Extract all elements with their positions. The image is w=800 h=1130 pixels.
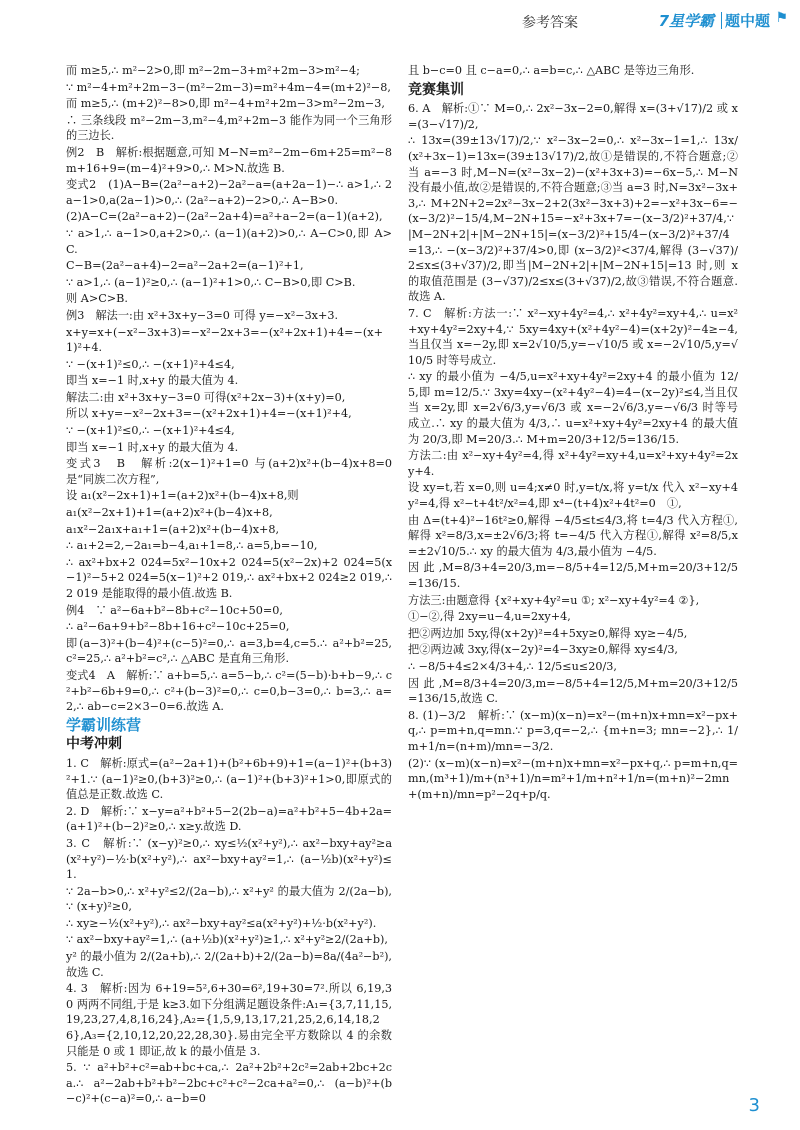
answer-paragraph: ∵ 2a−b>0,∴ x²+y²≤2/(2a−b),∴ x²+y² 的最大值为 2/(2a−b),∵ (x+y)²≥0,: [66, 884, 392, 914]
answer-paragraph: 例2 B 解析:根据题意,可知 M−N=m²−2m−6m+25=m²−8m+16+9=(m−4)²+9>0,∴ M>N.故选 B.: [66, 145, 392, 175]
section-heading-training: 学霸训练营: [66, 715, 142, 734]
answer-paragraph: ∵ −(x+1)²≤0,∴ −(x+1)²+4≤4,: [66, 357, 235, 371]
left-paragraphs: [66, 63, 392, 715]
answer-paragraph: 由 Δ=(t+4)²−16t²≥0,解得 −4/5≤t≤4/3,将 t=4/3 代入方程①,解得 x²=8/3,x=±2√6/3;将 t=−4/5 代入方程①,解得 x²=8/5,x=±2√10/5.∴ xy 的最大值为 4/3,最小值为 −4/5.: [408, 513, 738, 558]
answer-paragraph: y² 的最小值为 2/(2a+b),∴ 2/(2a+b)+2/(2a−b)=8a/(4a²−b²),故选 C.: [66, 950, 392, 979]
answer-paragraph: 即(a−3)²+(b−4)²+(c−5)²=0,∴ a=3,b=4,c=5.∴ a²+b²=25,c²=25,∴ a²+b²=c²,∴ △ABC 是直角三角形.: [66, 636, 392, 666]
answer-paragraph: x+y=x+(−x²−3x+3)=−x²−2x+3=−(x²+2x+1)+4=−(x+1)²+4.: [66, 325, 383, 355]
answer-paragraph: 因此,M=8/3+4=20/3,m=−8/5+4=12/5,M+m=20/3+12/5=136/15,故选 C.: [408, 676, 738, 706]
answer-paragraph: ∵ ax²−bxy+ay²=1,∴ (a+½b)(x²+y²)≥1,∴ x²+y²≥2/(2a+b),: [66, 933, 388, 947]
answer-paragraph: a₁x²−2a₁x+a₁+1=(a+2)x²+(b−4)x+8,: [66, 522, 280, 536]
answer-paragraph: C−B=(2a²−a+4)−2=a²−2a+2=(a−1)²+1,: [66, 259, 304, 273]
left-paragraphs-2: [66, 756, 392, 1107]
answer-paragraph: 例4 ∵ a²−6a+b²−8b+c²−10c+50=0,: [66, 603, 283, 617]
answer-paragraph: ∵ m²−4+m²+2m−3−(m²−2m−3)=m²+4m−4=(m+2)²−8,: [66, 80, 391, 94]
answer-paragraph: 因此,M=8/3+4=20/3,m=−8/5+4=12/5,M+m=20/3+12/5=136/15.: [408, 561, 738, 590]
answer-paragraph: ∴ 13x=(39±13√17)/2,∵ x²−3x−2=0,∴ x²−3x−1=1,∴ 13x/(x²+3x−1)=13x=(39±13√17)/2,故①是错误的,不符合题意;②当 a=−3 时,M−N=(x²−3x−2)−(x²+3x+3)=−6x−5,∴ M−N 没有最小值,故②是错误的,不符合题意;③当 a=3 时,N=3x²−3x+3,∴ M+2N+2=2x²−3x−2+2(3x²−3x+3)+2=−x²+3x−6=−(x−3/2)²−15/4,M−2N+15=−x²+3x+7=−(x−3/2)²+37/4,∵ |M−2N+2|+|M−2N+15|=(x−3/2)²+15/4−(x−3/2)²+37/4=13,∴ −(x−3/2)²+37/4>0,即 (x−3/2)²<37/4,解得 (3−√37)/2≤x≤(3+√37)/2,即当|M−2N+2|+|M−2N+15|=13 时,则 x 的取值范围是 (3−√37)/2≤x≤(3+√37)/2,故③错误,不符合题意.故选 A.: [408, 134, 738, 304]
header-separator: [721, 12, 722, 29]
section-heading-jingsai: 竞赛集训: [408, 81, 464, 98]
answer-paragraph: 5. ∵ a²+b²+c²=ab+bc+ca,∴ 2a²+2b²+2c²=2ab+2bc+2ca.∴ a²−2ab+b²+b²−2bc+c²+c²−2ca+a²=0,∴ (a−b)²+(b−c)²+(c−a)²=0,∴ a−b=0: [66, 1061, 392, 1106]
right-paragraphs-2: [408, 101, 738, 802]
header-answer-label: 参考答案: [522, 15, 578, 31]
answer-paragraph: 即当 x=−1 时,x+y 的最大值为 4.: [66, 440, 239, 454]
page-header: [0, 0, 800, 50]
answer-paragraph: ∴ a₁+2=2,−2a₁=b−4,a₁+1=8,∴ a=5,b=−10,: [66, 539, 318, 553]
flag-icon: ⚑: [775, 10, 788, 26]
answer-paragraph: 3. C 解析:∵ (x−y)²≥0,∴ xy≤½(x²+y²),∴ ax²−bxy+ay²≥a(x²+y²)−½·b(x²+y²),∴ ax²−bxy+ay²=1,∴ (a−½b)(x²+y²)≤1.: [66, 836, 392, 882]
answer-paragraph: ∵ a>1,∴ (a−1)²≥0,∴ (a−1)²+1>0,∴ C−B>0,即 C>B.: [66, 275, 356, 289]
answer-paragraph: a₁(x²−2x+1)+1=(a+2)x²+(b−4)x+8,: [66, 506, 273, 520]
answer-paragraph: 即当 x=−1 时,x+y 的最大值为 4.: [66, 374, 239, 388]
answer-paragraph: 且 b−c=0 且 c−a=0,∴ a=b=c,∴ △ABC 是等边三角形.: [408, 64, 695, 77]
answer-paragraph: 解法二:由 x²+3x+y−3=0 可得(x²+2x−3)+(x+y)=0,: [66, 390, 346, 404]
answer-paragraph: ∴ xy 的最小值为 −4/5,u=x²+xy+4y²=2xy+4 的最小值为 12/5,即 m=12/5.∵ 3xy=4xy−(x²+4y²−4)=4−(x−2y)²≤4,当且仅当 x=2y,即 x=2√6/3,y=√6/3 或 x=−2√6/3,y=−√6/3 时等号成立.∴ xy 的最大值为 4/3,∴ u=x²+xy+4y²=2xy+4 的最大值为 20/3,即 M=20/3.∴ M+m=20/3+12/5=136/15.: [408, 370, 738, 446]
right-paragraphs: [408, 63, 738, 79]
answer-paragraph: 4. 3 解析:因为 6+19=5²,6+30=6²,19+30=7².所以 6,19,30 两两不同组,于是 k≥3.如下分组满足题设条件:A₁={3,7,11,15,19,23,27,4,8,16,24},A₂={1,5,9,13,17,21,25,2,6,14,18,26},A₃={2,10,12,20,22,28,30}.易由完全平方数除以 4 的余数只能是 0 或 1 即证,故 k 的最小值是 3.: [66, 982, 392, 1058]
answer-paragraph: ∴ 三条线段 m²−2m−3,m²−4,m²+2m−3 能作为同一个三角形的三边长.: [66, 113, 392, 143]
answer-paragraph: 把②两边减 3xy,得(x−2y)²=4−3xy≥0,解得 xy≤4/3,: [408, 643, 678, 657]
page-number: 3: [748, 1095, 760, 1116]
answer-paragraph: 方法三:由题意得 {x²+xy+4y²=u ①; x²−xy+4y²=4 ②},: [408, 593, 700, 607]
answer-paragraph: (2)∵ (x−m)(x−n)=x²−(m+n)x+mn=x²−px+q,∴ p=m+n,q=mn,(m³+1)/m+(n³+1)/n=m²+1/m+n²+1/n=(m+n)²−2mn+(m+n)/mn=p²−2q+p/q.: [408, 756, 738, 801]
answer-paragraph: ∵ −(x+1)²≤0,∴ −(x+1)²+4≤4,: [66, 424, 235, 438]
answer-paragraph: 设 xy=t,若 x=0,则 u=4;x≠0 时,y=t/x,将 y=t/x 代入 x²−xy+4y²=4,得 x²−t+4t²/x²=4,即 x⁴−(t+4)x²+4t²=0 ①,: [408, 481, 738, 511]
section-heading-zhongkao: 中考冲刺: [66, 736, 122, 753]
header-sub: 题中题: [724, 12, 770, 30]
answer-paragraph: 变式3 B 解析:2(x−1)²+1=0 与(a+2)x²+(b−4)x+8=0 是“同族二次方程”,: [66, 457, 392, 486]
header-brand: 7星学霸: [658, 12, 714, 30]
answer-paragraph: ∴ a²−6a+9+b²−8b+16+c²−10c+25=0,: [66, 620, 290, 634]
answer-paragraph: ①−②,得 2xy=u−4,u=2xy+4,: [408, 610, 571, 624]
answer-paragraph: 2. D 解析:∵ x−y=a²+b²+5−2(2b−a)=a²+b²+5−4b+2a=(a+1)²+(b−2)²≥0,∴ x≥y.故选 D.: [66, 804, 392, 834]
answer-paragraph: 则 A>C>B.: [66, 292, 128, 306]
answer-paragraph: 方法二:由 x²−xy+4y²=4,得 x²+4y²=xy+4,u=x²+xy+4y²=2xy+4.: [408, 449, 738, 478]
answer-paragraph: 变式4 A 解析:∵ a+b=5,∴ a=5−b,∴ c²=(5−b)·b+b−9,∴ c²+b²−6b+9=0,∴ c²+(b−3)²=0,∴ c=0,b−3=0,∴ b=3,∴ a=2,∴ ab−c=2×3−0=6.故选 A.: [66, 668, 392, 714]
answer-paragraph: ∴ xy≥−½(x²+y²),∴ ax²−bxy+ay²≤a(x²+y²)+½·b(x²+y²).: [66, 916, 377, 930]
answer-paragraph: 而 m≥5,∴ m²−2>0,即 m²−2m−3+m²+2m−3>m²−4;: [66, 64, 360, 77]
answer-paragraph: 而 m≥5,∴ (m+2)²−8>0,即 m²−4+m²+2m−3>m²−2m−3,: [66, 97, 385, 111]
answer-paragraph: 所以 x+y=−x²−2x+3=−(x²+2x+1)+4=−(x+1)²+4,: [66, 407, 352, 421]
answer-paragraph: 8. (1)−3/2 解析:∵ (x−m)(x−n)=x²−(m+n)x+mn=x²−px+q,∴ p=m+n,q=mn.∵ p=3,q=−2,∴ {m+n=3; mn=−2},∴ 1/m+1/n=(n+m)/mn=−3/2.: [408, 708, 738, 753]
answer-paragraph: ∵ a>1,∴ a−1>0,a+2>0,∴ (a−1)(a+2)>0,∴ A−C>0,即 A>C.: [66, 226, 392, 256]
answer-paragraph: ∴ −8/5+4≤2×4/3+4,∴ 12/5≤u≤20/3,: [408, 659, 617, 673]
answer-paragraph: 设 a₁(x²−2x+1)+1=(a+2)x²+(b−4)x+8,则: [66, 489, 299, 503]
answer-paragraph: ∴ ax²+bx+2 024=5x²−10x+2 024=5(x²−2x)+2 024=5(x−1)²−5+2 024=5(x−1)²+2 019,∴ ax²+bx+2 024≥2 019,∴ 2 019 是能取得的最小值.故选 B.: [66, 555, 392, 600]
answer-paragraph: (2)A−C=(2a²−a+2)−(2a²−2a+4)=a²+a−2=(a−1)(a+2),: [66, 210, 383, 224]
answer-paragraph: 把②两边加 5xy,得(x+2y)²=4+5xy≥0,解得 xy≥−4/5,: [408, 626, 688, 640]
left-column: [66, 63, 392, 1108]
answer-paragraph: 变式2 (1)A−B=(2a²−a+2)−2a²−a=(a+2a−1)−∴ a>1,∴ 2a−1>0,a(2a−1)>0,∴ (2a²−a+2)−2>0,∴ A−B>0.: [66, 178, 392, 207]
answer-paragraph: 6. A 解析:①∵ M=0,∴ 2x²−3x−2=0,解得 x=(3+√17)/2 或 x=(3−√17)/2,: [408, 102, 738, 131]
answer-paragraph: 例3 解法一:由 x²+3x+y−3=0 可得 y=−x²−3x+3.: [66, 308, 339, 322]
answer-paragraph: 1. C 解析:原式=(a²−2a+1)+(b²+6b+9)+1=(a−1)²+(b+3)²+1.∵ (a−1)²≥0,(b+3)²≥0,∴ (a−1)²+(b+3)²+1>0,即原式的值总是正数.故选 C.: [66, 756, 392, 802]
answer-paragraph: 7. C 解析:方法一:∵ x²−xy+4y²=4,∴ x²+4y²=xy+4,∴ u=x²+xy+4y²=2xy+4,∵ 5xy=4xy+(x²+4y²−4)=(x+2y)²−4≥−4,当且仅当 x=−2y,即 x=2√10/5,y=−√10/5 或 x=−2√10/5,y=√10/5 时等号成立.: [408, 306, 738, 367]
right-column: [408, 63, 738, 803]
